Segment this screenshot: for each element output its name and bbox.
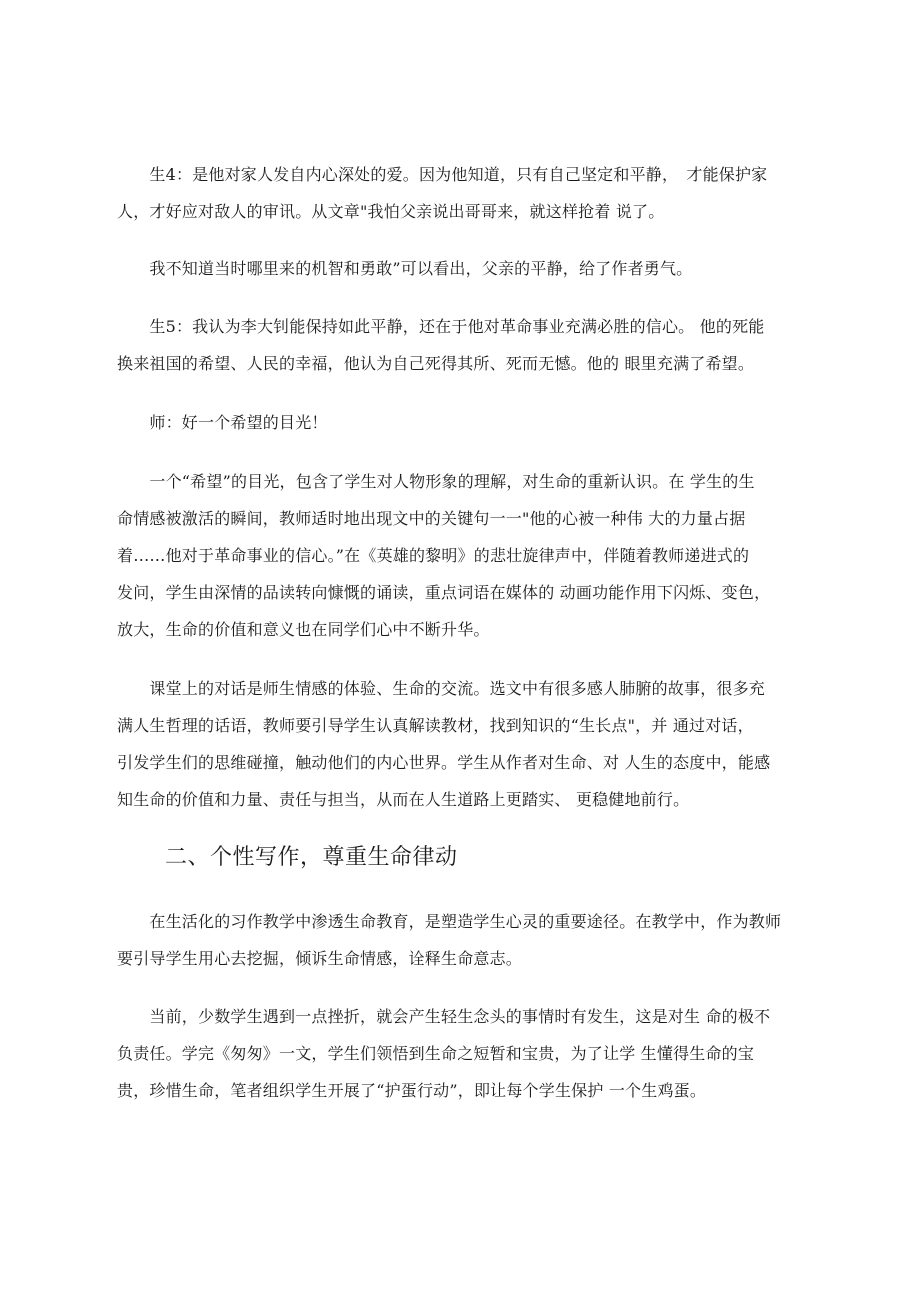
text-line: 师：好一个希望的目光！ bbox=[117, 413, 328, 432]
text-line: 要引导学生用心去挖掘，倾诉生命情感，诠释生命意志。 bbox=[117, 949, 523, 968]
text-line: 知生命的价值和力量、责任与担当，从而在人生道路上更踏实、 更稳健地前行。 bbox=[117, 790, 690, 809]
text-line: 换来祖国的希望、人民的幸福，他认为自己死得其所、死而无憾。他的 眼里充满了希望。 bbox=[117, 354, 755, 373]
text-line: 生5：我认为李大钊能保持如此平静，还在于他对革命事业充满必胜的信心。 他的死能 bbox=[117, 317, 765, 336]
text-line: 当前，少数学生遇到一点挫折，就会产生轻生念头的事情时有发生，这是对生 命的极不 bbox=[117, 1007, 771, 1026]
paragraph-student4 bbox=[117, 156, 817, 230]
text-line: 着……他对于革命事业的信心。”在《英雄的黎明》的悲壮旋律声中，伴随着教师递进式的 bbox=[117, 546, 750, 565]
text-line: 我不知道当时哪里来的机智和勇敢”可以看出，父亲的平静，给了作者勇气。 bbox=[117, 259, 693, 278]
paragraph-writing bbox=[117, 903, 817, 977]
text-line: 放大，生命的价值和意义也在同学们心中不断升华。 bbox=[117, 620, 490, 639]
text-line: 人，才好应对敌人的审讯。从文章"我怕父亲说出哥哥来，就这样抢着 说了。 bbox=[117, 202, 665, 221]
paragraph-courage bbox=[117, 250, 817, 287]
text-line: 一个“希望”的目光，包含了学生对人物形象的理解，对生命的重新认识。在 学生的生 bbox=[117, 472, 755, 491]
text-line: 在生活化的习作教学中渗透生命教育，是塑造学生心灵的重要途径。在教学中，作为教师 bbox=[117, 912, 782, 931]
paragraph-teacher bbox=[117, 404, 817, 441]
text-line: 贵，珍惜生命，笔者组织学生开展了“护蛋行动”，即让每个学生保护 一个生鸡蛋。 bbox=[117, 1081, 707, 1100]
text-line: 生4：是他对家人发自内心深处的爱。因为他知道，只有自己坚定和平静， 才能保护家 bbox=[117, 165, 768, 184]
paragraph-student5 bbox=[117, 308, 817, 382]
text-line: 满人生哲理的话语，教师要引导学生认真解读教材，找到知识的“生长点"，并 通过对话， bbox=[117, 716, 754, 735]
paragraph-egg-action bbox=[117, 998, 817, 1109]
text-line: 课堂上的对话是师生情感的体验、生命的交流。选文中有很多感人肺腑的故事，很多充 bbox=[117, 679, 766, 698]
paragraph-dialogue bbox=[117, 670, 817, 818]
text-line: 负责任。学完《匆匆》一文，学生们领悟到生命之短暂和宝贵，为了让学 生懂得生命的宝 bbox=[117, 1044, 755, 1063]
paragraph-hope bbox=[117, 463, 817, 648]
text-line: 命情感被激活的瞬间，教师适时地出现文中的关键句一一"他的心被一种伟 大的力量占据 bbox=[117, 509, 746, 528]
text-line: 发问，学生由深情的品读转向慷慨的诵读，重点词语在媒体的 动画功能作用下闪烁、变色， bbox=[117, 583, 771, 602]
text-line: 引发学生们的思维碰撞，触动他们的内心世界。学生从作者对生命、对 人生的态度中，能感 bbox=[117, 753, 771, 772]
section-heading: 二、个性写作，尊重生命律动 bbox=[165, 845, 458, 870]
